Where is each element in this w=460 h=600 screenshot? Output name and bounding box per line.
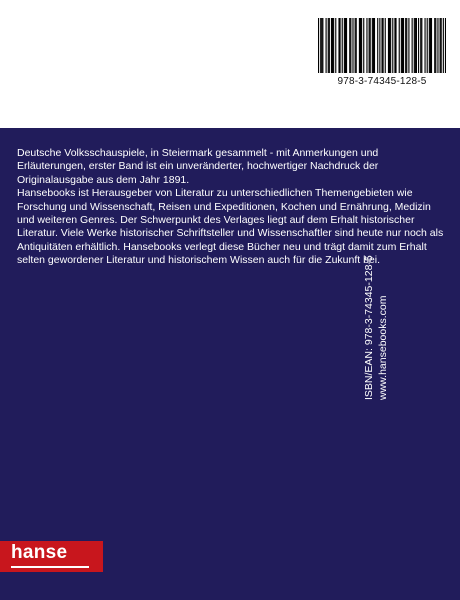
barcode-bar [326, 18, 327, 73]
barcode-bar [361, 18, 362, 73]
barcode-bar [405, 18, 406, 73]
barcode-bar [388, 18, 389, 73]
barcode-bar [427, 18, 428, 73]
barcode-image [318, 18, 446, 74]
barcode-bar [401, 18, 402, 73]
barcode-bar [366, 18, 367, 73]
barcode-bar [363, 18, 364, 73]
barcode-bar [320, 18, 321, 73]
barcode-bar [381, 18, 382, 73]
barcode-bar [420, 18, 421, 73]
description-paragraph-title: Deutsche Volksschauspiele, in Steiermark gesammelt - mit Anmerkungen und Erläuterungen, erster Band ist ein unveränderter, hochwertiger Nachdruck der Originalausgabe aus dem Jahr 1891. [17, 147, 379, 186]
barcode-bar [399, 18, 400, 73]
barcode-bar [408, 18, 409, 73]
barcode-bar [350, 18, 351, 73]
barcode-bar [377, 18, 378, 73]
barcode-bar [443, 18, 444, 73]
barcode-bar [332, 18, 333, 73]
barcode-bar [435, 18, 436, 73]
barcode-bar [338, 18, 339, 73]
barcode-bar [359, 18, 360, 73]
barcode-bar [412, 18, 413, 73]
top-white-band [0, 0, 460, 128]
barcode-bar [424, 18, 425, 73]
barcode-bar [370, 18, 371, 73]
barcode-bar [322, 18, 323, 73]
barcode-label [313, 14, 451, 90]
vertical-isbn-block [362, 255, 390, 400]
barcode-bar [352, 18, 353, 73]
barcode-bar [406, 18, 407, 73]
barcode-bar [349, 18, 350, 73]
barcode-bar [389, 18, 390, 73]
barcode-bar [373, 18, 374, 73]
isbn-ean-line: ISBN/EAN: 978-3-74345-128-5 [363, 255, 375, 400]
logo-underline [11, 566, 89, 568]
barcode-bar [331, 18, 332, 73]
barcode-bar [403, 18, 404, 73]
barcode-bar [346, 18, 347, 73]
barcode-bar [434, 18, 435, 73]
barcode-bar [402, 18, 403, 73]
barcode-bar [342, 18, 343, 73]
barcode-bar [392, 18, 393, 73]
barcode-bar [335, 18, 336, 73]
barcode-bar [379, 18, 380, 73]
barcode-bar [430, 18, 431, 73]
barcode-bar [345, 18, 346, 73]
barcode-bar [395, 18, 396, 73]
barcode-bar [414, 18, 415, 73]
barcode-bar [318, 18, 319, 73]
hanse-logo [0, 541, 103, 572]
barcode-bar [328, 18, 329, 73]
barcode-bar [440, 18, 441, 73]
barcode-bar [418, 18, 419, 73]
barcode-bar [356, 18, 357, 73]
hanse-logo-text: hanse [11, 542, 68, 563]
book-description [17, 147, 449, 268]
barcode-bar [321, 18, 322, 73]
publisher-website: www.hansebooks.com [377, 295, 389, 400]
barcode-bar [383, 18, 384, 73]
barcode-isbn-number: 978-3-74345-128-5 [337, 76, 427, 87]
barcode-bar [385, 18, 386, 73]
barcode-bar [360, 18, 361, 73]
barcode-bar [355, 18, 356, 73]
barcode-bar [415, 18, 416, 73]
barcode-bar [344, 18, 345, 73]
barcode-bar [441, 18, 442, 73]
description-paragraph-publisher: Hansebooks ist Herausgeber von Literatur zu unterschiedlichen Themengebieten wie Forschung und Wissenschaft, Reisen und Expeditionen, Kochen und Ernährung, Medizin und weiteren Genres. Der Schwerpunkt des Verlages liegt auf dem Erhalt historischer Literatur. Viele Werke historischer Schriftsteller und Wissenschaftler sind heute nur noch als Antiquitäten erhältlich. Hansebooks verlegt diese Bücher neu und trägt damit zum Erhalt selten gewordener Literatur und historischem Wissen auch für die Zukunft bei. [17, 187, 444, 267]
barcode-bar [372, 18, 373, 73]
barcode-bar [333, 18, 334, 73]
barcode-bar [394, 18, 395, 73]
barcode-bar [374, 18, 375, 73]
barcode-bar [340, 18, 341, 73]
barcode-bar [431, 18, 432, 73]
barcode-bar [421, 18, 422, 73]
barcode-bar [437, 18, 438, 73]
barcode-bar [429, 18, 430, 73]
barcode-bar [329, 18, 330, 73]
barcode-bar [445, 18, 446, 73]
back-cover-panel [0, 128, 460, 600]
barcode-bar [369, 18, 370, 73]
barcode-bar [416, 18, 417, 73]
barcode-bar [390, 18, 391, 73]
